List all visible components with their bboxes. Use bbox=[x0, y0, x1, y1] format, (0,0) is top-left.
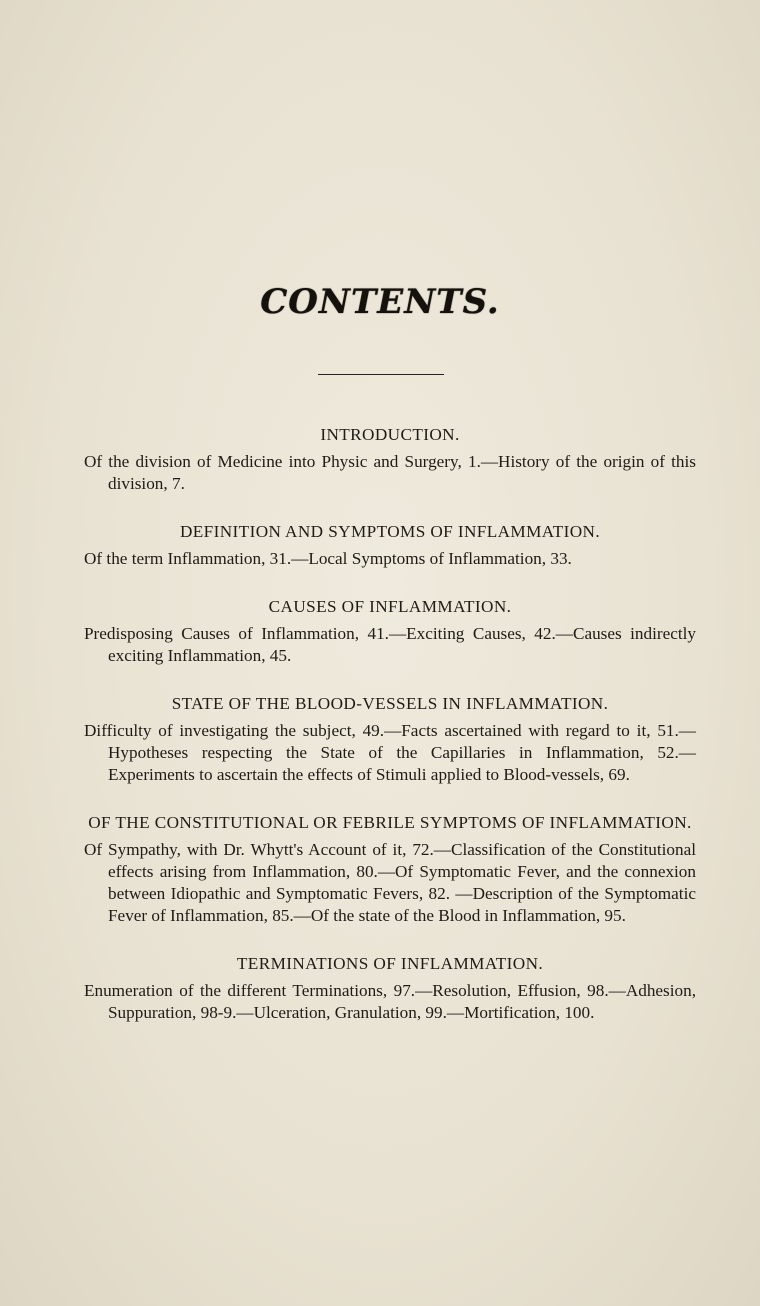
contents-list bbox=[84, 424, 696, 1024]
section-causes bbox=[84, 596, 696, 667]
section-text: Enumeration of the different Terminations, 97.—Resolution, Effusion, 98.—Adhesion, Suppuration, 98-9.—Ulceration, Granulation, 99.—Mortification, 100. bbox=[84, 981, 696, 1022]
section-text: Difficulty of investigating the subject, 49.—Facts ascertained with regard to it, 51.—Hypotheses respecting the State of the Capillaries in Inflammation, 52.—Experiments to ascertain the effects of Stimuli applied to Blood-vessels, 69. bbox=[84, 721, 696, 784]
section-text: Predisposing Causes of Inflammation, 41.—Exciting Causes, 42.—Causes indirectly exciting Inflammation, 45. bbox=[84, 624, 696, 665]
section-constitutional-symptoms bbox=[84, 812, 696, 927]
section-heading: DEFINITION AND SYMPTOMS OF INFLAMMATION. bbox=[179, 522, 601, 541]
section-heading: OF THE CONSTITUTIONAL OR FEBRILE SYMPTOMS OF INFLAMMATION. bbox=[88, 813, 692, 832]
section-blood-vessels bbox=[84, 693, 696, 786]
section-text: Of Sympathy, with Dr. Whytt's Account of it, 72.—Classification of the Constitutional effects arising from Inflammation, 80.—Of Symptomatic Fever, and the connexion between Idiopathic and Symptomatic Fevers, 82. —Description of the Symptomatic Fever of Inflammation, 85.—Of the state of the Blood in Inflammation, 95. bbox=[84, 840, 696, 925]
section-heading: CAUSES OF INFLAMMATION. bbox=[268, 597, 512, 616]
section-heading: STATE OF THE BLOOD-VESSELS IN INFLAMMATION. bbox=[171, 694, 609, 713]
section-terminations bbox=[84, 953, 696, 1024]
section-heading: INTRODUCTION. bbox=[320, 425, 460, 444]
section-introduction bbox=[84, 424, 696, 495]
page-title: CONTENTS. bbox=[260, 282, 500, 322]
section-definition bbox=[84, 521, 696, 570]
section-text: Of the term Inflammation, 31.—Local Symptoms of Inflammation, 33. bbox=[84, 549, 572, 568]
title-rule bbox=[318, 374, 444, 375]
section-heading: TERMINATIONS OF INFLAMMATION. bbox=[236, 954, 544, 973]
section-text: Of the division of Medicine into Physic and Surgery, 1.—History of the origin of this division, 7. bbox=[84, 452, 696, 493]
